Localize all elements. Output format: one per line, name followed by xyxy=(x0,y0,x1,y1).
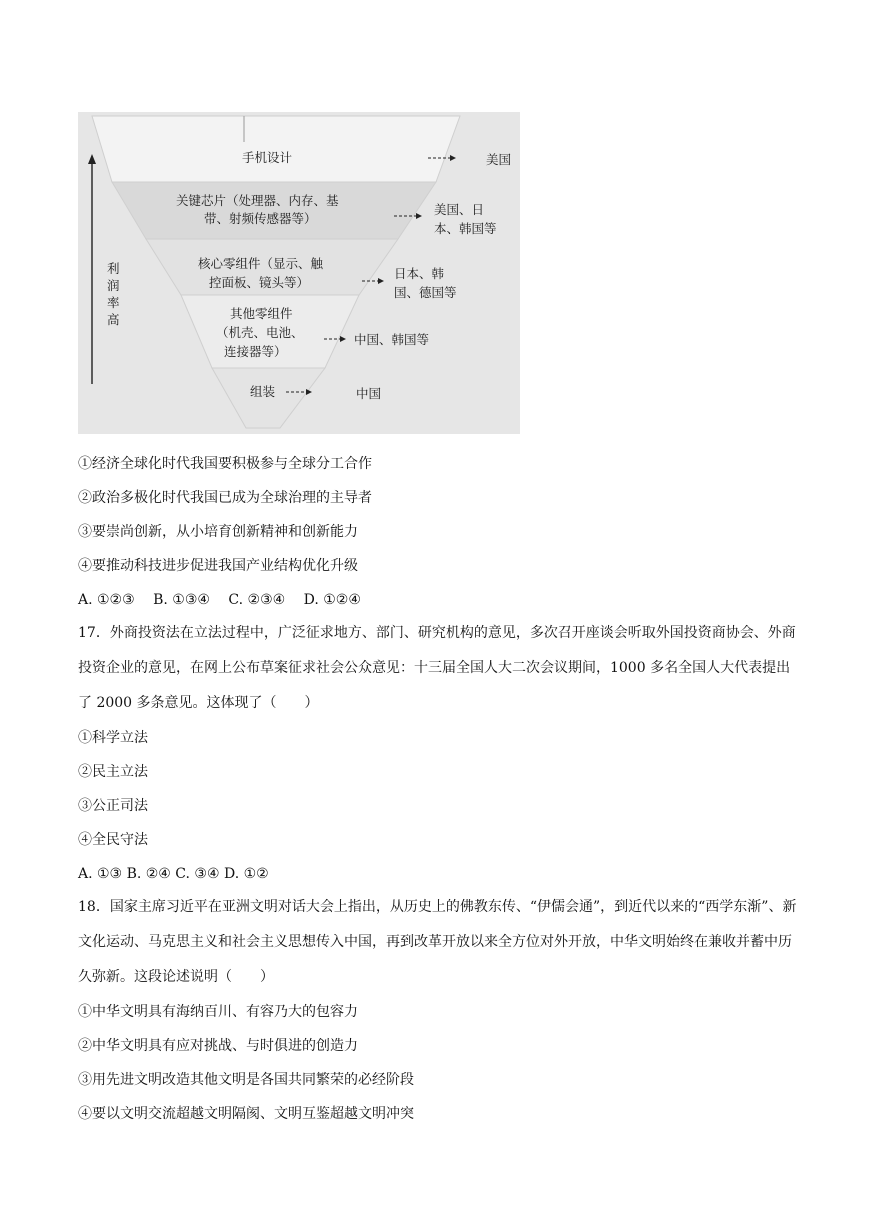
q16-option-1: ①经济全球化时代我国要积极参与全球分工合作 xyxy=(78,456,372,472)
axis-label-char: 润 xyxy=(107,278,120,293)
layer-other-label-1: 其他零组件 xyxy=(230,306,293,321)
profit-pyramid-figure xyxy=(78,112,520,434)
region-assembly: 中国 xyxy=(356,386,382,401)
q16-option-3: ③要崇尚创新，从小培育创新精神和创新能力 xyxy=(78,524,358,540)
layer-design-shape xyxy=(92,116,460,182)
layer-core-label-2: 控面板、镜头等） xyxy=(209,275,310,290)
q18-option-4: ④要以文明交流超越文明隔阂、文明互鉴超越文明冲突 xyxy=(78,1106,414,1122)
profit-axis-label xyxy=(107,261,120,327)
region-core-1: 日本、韩 xyxy=(394,266,445,281)
q17-option-4: ④全民守法 xyxy=(78,832,148,848)
layer-chip-label-2: 带、射频传感器等） xyxy=(204,211,317,226)
arrow-design-head xyxy=(450,155,456,161)
arrow-chip-head xyxy=(416,213,422,219)
q18-option-2: ②中华文明具有应对挑战、与时俱进的创造力 xyxy=(78,1038,358,1054)
q17-option-3: ③公正司法 xyxy=(78,798,148,814)
layer-design-label: 手机设计 xyxy=(242,150,293,165)
region-chip-2: 本、韩国等 xyxy=(434,221,497,236)
q17-answer-choices: A. ①③ B. ②④ C. ③④ D. ①② xyxy=(78,866,269,882)
q16-answer-choices: A. ①②③ B. ①③④ C. ②③④ D. ①②④ xyxy=(78,592,361,608)
axis-label-char: 高 xyxy=(107,312,120,327)
region-design: 美国 xyxy=(486,152,512,167)
q16-option-2: ②政治多极化时代我国已成为全球治理的主导者 xyxy=(78,490,372,506)
axis-label-char: 利 xyxy=(107,261,120,276)
layer-chip-label-1: 关键芯片（处理器、内存、基 xyxy=(176,193,339,208)
arrow-core-head xyxy=(378,278,384,284)
region-other: 中国、韩国等 xyxy=(354,332,430,347)
q17-option-1: ①科学立法 xyxy=(78,730,148,746)
axis-label-char: 率 xyxy=(107,295,120,310)
q18-option-1: ①中华文明具有海纳百川、有容乃大的包容力 xyxy=(78,1004,358,1020)
q18-option-3: ③用先进文明改造其他文明是各国共同繁荣的必经阶段 xyxy=(78,1072,414,1088)
region-chip-1: 美国、日 xyxy=(434,202,485,217)
q18-stem: 18．国家主席习近平在亚洲文明对话大会上指出，从历史上的佛教东传、“伊儒会通”，到近代以来的“西学东渐”、新文化运动、马克思主义和社会主义思想传入中国，再到改革开放以来全方位对外开放，中华文明始终在兼收并蓄中历久弥新。这段论述说明（ ） xyxy=(78,899,797,985)
q17-stem: 17．外商投资法在立法过程中，广泛征求地方、部门、研究机构的意见，多次召开座谈会听取外国投资商协会、外商投资企业的意见，在网上公布草案征求社会公众意见：十三届全国人大二次会议期间，1000 多名全国人大代表提出了 2000 多条意见。这体现了（ ） xyxy=(78,625,796,711)
profit-arrow-head xyxy=(88,154,96,164)
region-core-2: 国、德国等 xyxy=(394,285,457,300)
layer-other-label-3: 连接器等） xyxy=(224,344,287,359)
layer-other-label-2: （机壳、电池、 xyxy=(216,325,304,340)
pyramid-svg xyxy=(78,112,520,434)
layer-assembly-label: 组装 xyxy=(250,384,276,399)
layer-core-label-1: 核心零组件（显示、触 xyxy=(198,256,324,271)
q16-option-4: ④要推动科技进步促进我国产业结构优化升级 xyxy=(78,558,358,574)
q17-option-2: ②民主立法 xyxy=(78,764,148,780)
arrow-other-head xyxy=(340,336,346,342)
